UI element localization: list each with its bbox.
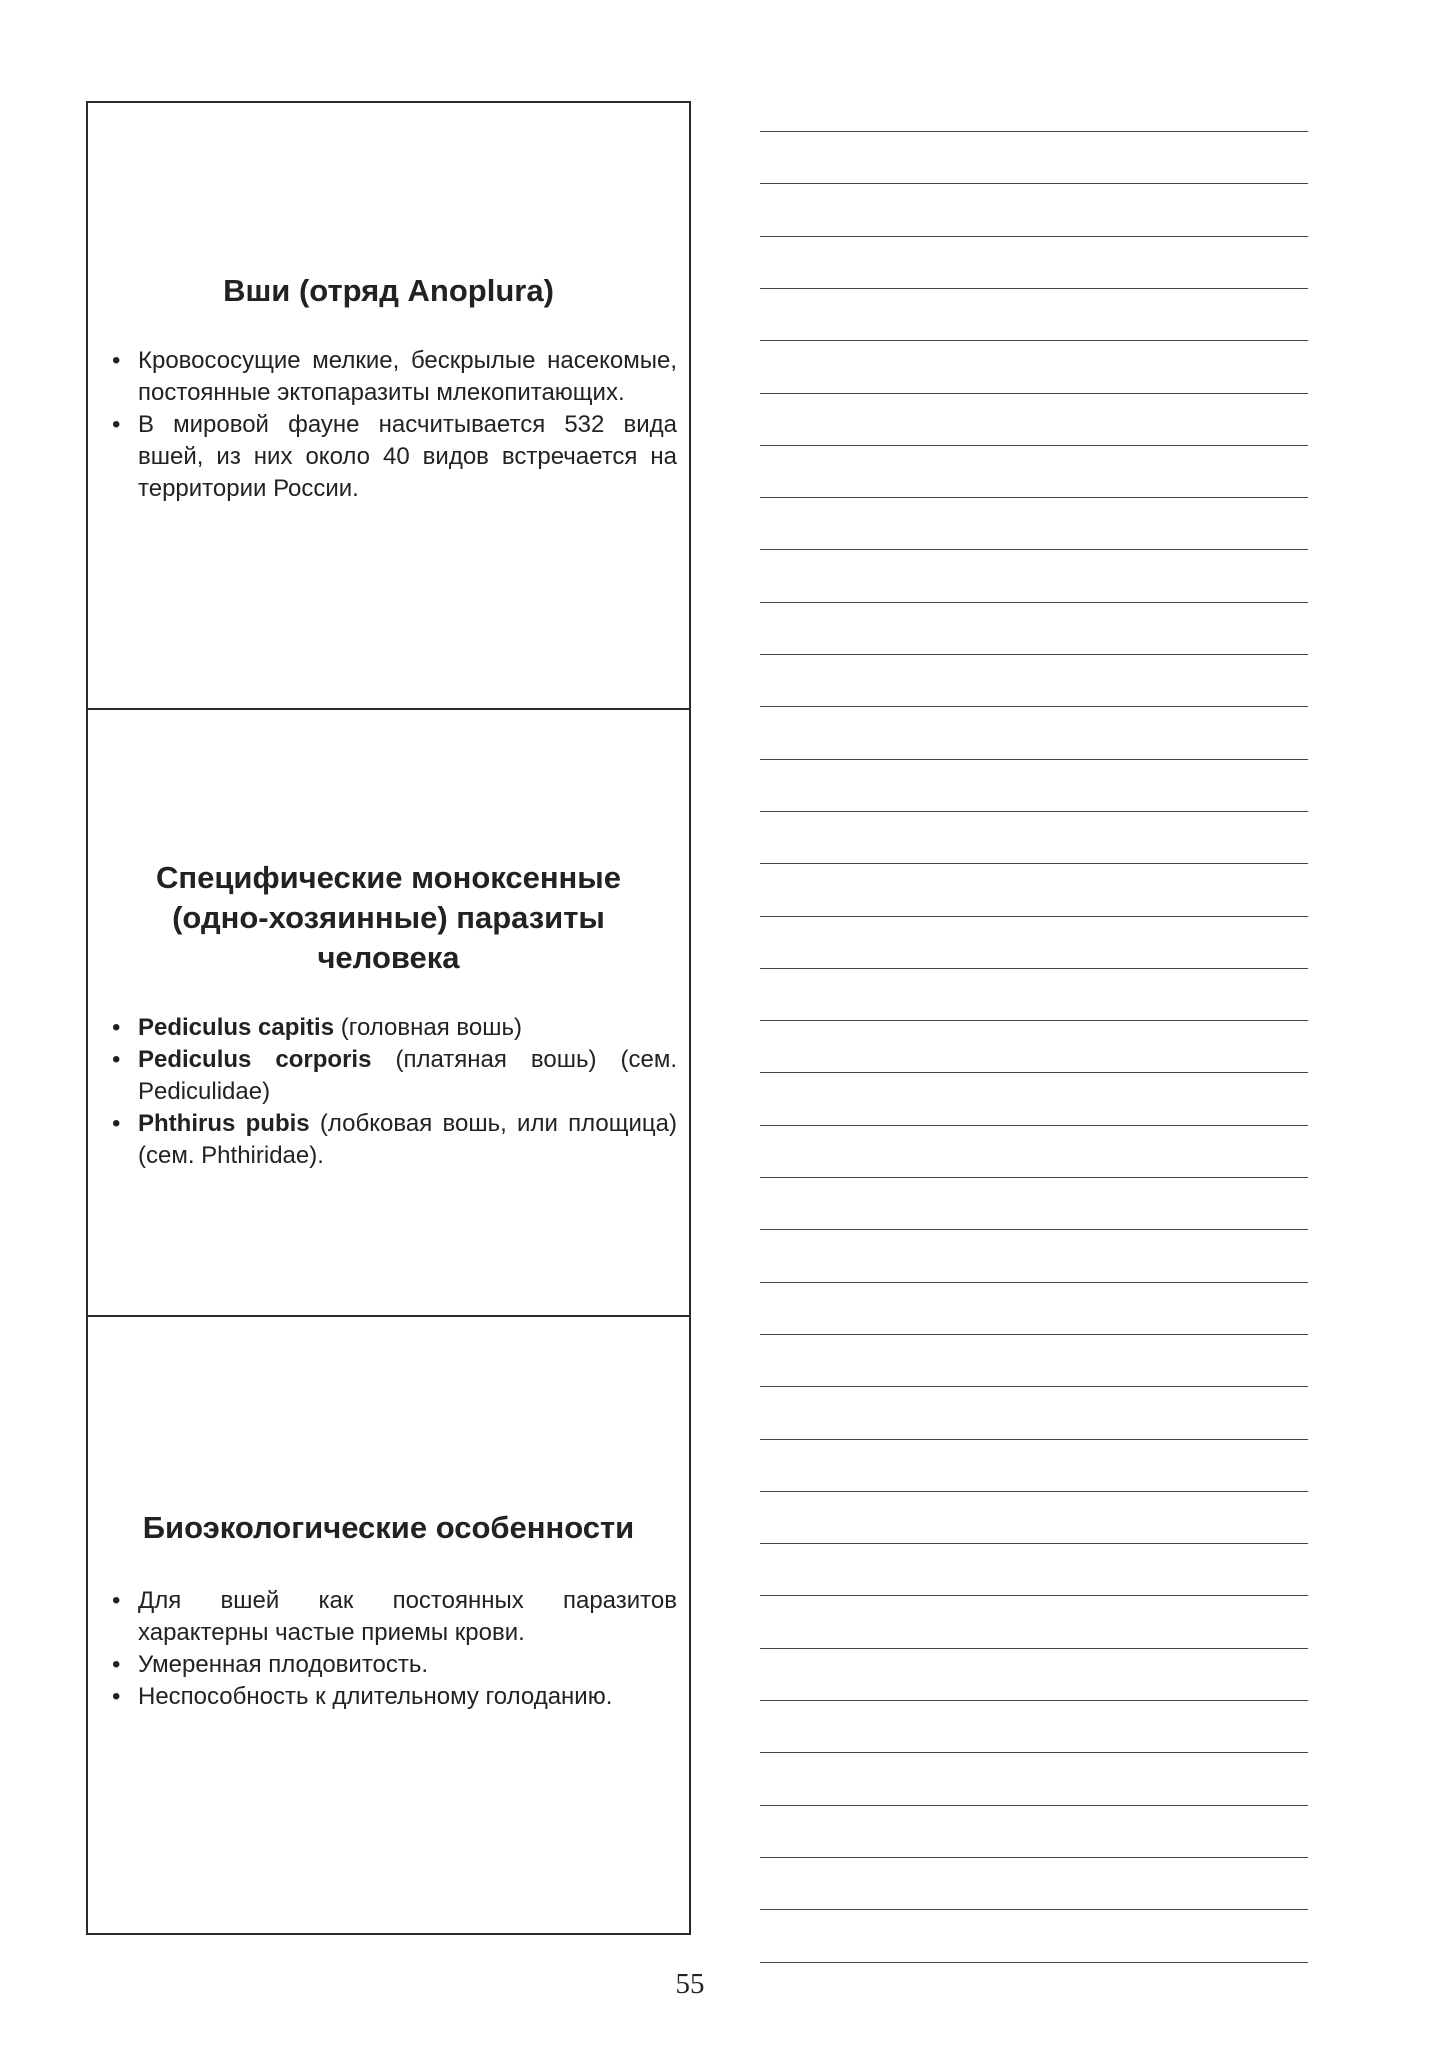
slide-human-parasites: [88, 710, 689, 1317]
note-line: [760, 393, 1308, 394]
note-line: [760, 1229, 1308, 1230]
note-line: [760, 1020, 1308, 1021]
note-line: [760, 1909, 1308, 1910]
bullet-item: [106, 1012, 677, 1044]
slide-bioecology: [88, 1317, 689, 1933]
bullet-item: [106, 409, 677, 505]
bullet-item: [106, 1044, 677, 1108]
note-line: [760, 131, 1308, 132]
slide-title: Специфические моноксенные (одно-хозяинные) паразиты человека: [155, 860, 621, 975]
note-line: [760, 916, 1308, 917]
note-line: [760, 1700, 1308, 1701]
bullet-item: [106, 1585, 677, 1649]
bullet-list: [106, 1012, 677, 1172]
species-name: Pediculus corporis: [138, 1046, 372, 1073]
note-line: [760, 1857, 1308, 1858]
note-line: [760, 654, 1308, 655]
bullet-text: (лобковая вошь, или площица) (сем. Phthiridae).: [138, 1110, 677, 1169]
note-line: [760, 1439, 1308, 1440]
note-line: [760, 236, 1308, 237]
note-line: [760, 863, 1308, 864]
species-name: Pediculus capitis: [138, 1014, 335, 1041]
note-line: [760, 1648, 1308, 1649]
note-line: [760, 759, 1308, 760]
bullet-list: [106, 345, 677, 505]
slides-column: [86, 101, 691, 1935]
note-line: [760, 183, 1308, 184]
note-line: [760, 1282, 1308, 1283]
notes-lines: [760, 131, 1308, 1961]
note-line: [760, 1805, 1308, 1806]
note-line: [760, 340, 1308, 341]
bullet-text: (головная вошь): [334, 1014, 522, 1041]
bullet-text: (платяная вошь) (сем. Pediculidae): [138, 1046, 677, 1105]
note-line: [760, 1543, 1308, 1544]
note-line: [760, 811, 1308, 812]
slide-title: Вши (отряд Anoplura): [223, 273, 554, 308]
note-line: [760, 549, 1308, 550]
bullet-text: Для вшей как постоянных паразитов характерны частые приемы крови.: [138, 1587, 677, 1646]
note-line: [760, 497, 1308, 498]
bullet-text: Умеренная плодовитость.: [138, 1651, 429, 1678]
note-line: [760, 1962, 1308, 1963]
note-line: [760, 1491, 1308, 1492]
bullet-item: [106, 1649, 677, 1681]
bullet-item: [106, 345, 677, 409]
note-line: [760, 968, 1308, 969]
note-line: [760, 445, 1308, 446]
note-line: [760, 1334, 1308, 1335]
bullet-list: [106, 1585, 677, 1713]
note-line: [760, 1595, 1308, 1596]
note-line: [760, 1752, 1308, 1753]
page-number: 55: [675, 1968, 705, 2000]
note-line: [760, 602, 1308, 603]
slide-lice-order: [88, 103, 689, 710]
note-line: [760, 1177, 1308, 1178]
bullet-item: [106, 1108, 677, 1172]
note-line: [760, 1072, 1308, 1073]
note-line: [760, 288, 1308, 289]
note-line: [760, 706, 1308, 707]
note-line: [760, 1125, 1308, 1126]
note-line: [760, 1386, 1308, 1387]
species-name: Phthirus pubis: [138, 1110, 310, 1137]
bullet-text: Неспособность к длительному голоданию.: [138, 1683, 613, 1710]
slide-title: Биоэкологические особенности: [142, 1510, 635, 1545]
bullet-text: В мировой фауне насчитывается 532 вида вшей, из них около 40 видов встречается на территории России.: [138, 411, 677, 502]
bullet-item: [106, 1681, 677, 1713]
bullet-text: Кровососущие мелкие, бескрылые насекомые, постоянные эктопаразиты млекопитающих.: [138, 347, 677, 406]
